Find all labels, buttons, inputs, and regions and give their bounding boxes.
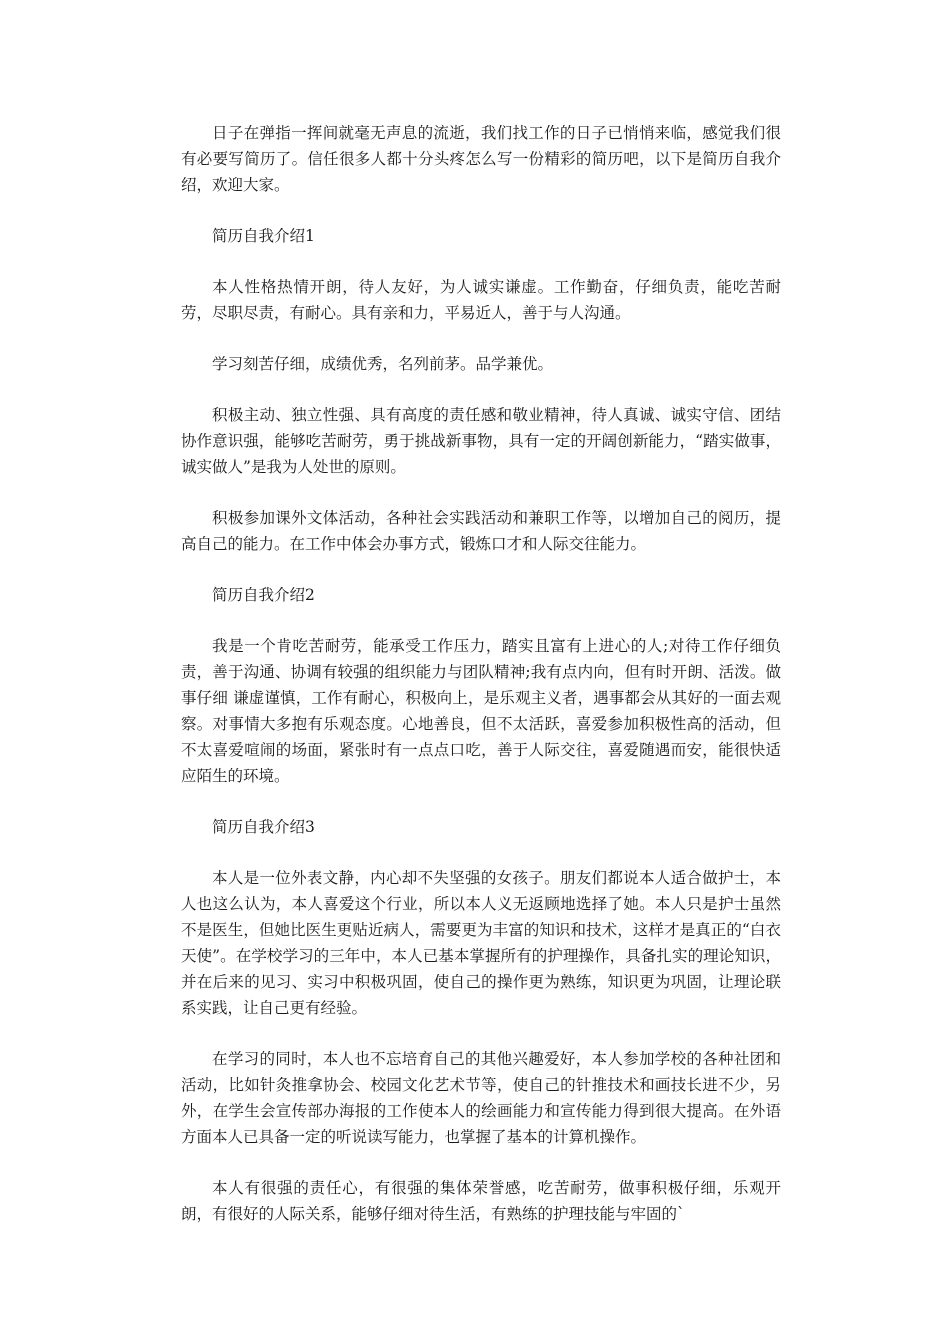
section-2-paragraph-1: 我是一个肯吃苦耐劳，能承受工作压力，踏实且富有上进心的人;对待工作仔细负责，善于沟通、协调有较强的组织能力与团队精神;我有点内向，但有时开朗、活泼。做事仔细 谦虚谨慎，工作有耐心，积极向上，是乐观主义者，遇事都会从其好的一面去观察。对事情大多抱有乐观态度。心地善良，但不太活跃，喜爱参加积极性高的活动，但不太喜爱喧闹的场面，紧张时有一点点口吃，善于人际交往，喜爱随遇而安，能很快适应陌生的环境。 [181,637,781,785]
section-1-heading: 简历自我介绍1 [212,227,315,245]
section-1-paragraph-1: 本人性格热情开朗，待人友好，为人诚实谦虚。工作勤奋，仔细负责，能吃苦耐劳，尽职尽责，有耐心。具有亲和力，平易近人，善于与人沟通。 [181,278,781,322]
section-1-paragraph-2: 学习刻苦仔细，成绩优秀，名列前茅。品学兼优。 [212,355,554,373]
section-2-heading: 简历自我介绍2 [212,586,315,604]
section-3-paragraph-3: 本人有很强的责任心，有很强的集体荣誉感，吃苦耐劳，做事积极仔细，乐观开朗，有很好的人际关系，能够仔细对待生活，有熟练的护理技能与牢固的` [181,1179,781,1223]
section-1-paragraph-4: 积极参加课外文体活动，各种社会实践活动和兼职工作等，以增加自己的阅历，提高自己的能力。在工作中体会办事方式，锻炼口才和人际交往能力。 [181,509,781,553]
intro-paragraph: 日子在弹指一挥间就毫无声息的流逝，我们找工作的日子已悄悄来临，感觉我们很有必要写简历了。信任很多人都十分头疼怎么写一份精彩的简历吧，以下是简历自我介绍，欢迎大家。 [181,124,781,194]
section-3-paragraph-2: 在学习的同时，本人也不忘培育自己的其他兴趣爱好，本人参加学校的各种社团和活动，比如针灸推拿协会、校园文化艺术节等，使自己的针推技术和画技长进不少，另外，在学生会宣传部办海报的工作使本人的绘画能力和宣传能力得到很大提高。在外语方面本人已具备一定的听说读写能力，也掌握了基本的计算机操作。 [181,1050,781,1146]
section-1-paragraph-3: 积极主动、独立性强、具有高度的责任感和敬业精神，待人真诚、诚实守信、团结协作意识强，能够吃苦耐劳，勇于挑战新事物，具有一定的开阔创新能力，“踏实做事，诚实做人”是我为人处世的原则。 [181,406,781,476]
section-3-paragraph-1: 本人是一位外表文静，内心却不失坚强的女孩子。朋友们都说本人适合做护士，本人也这么认为，本人喜爱这个行业，所以本人义无返顾地选择了她。本人只是护士虽然不是医生，但她比医生更贴近病人，需要更为丰富的知识和技术，这样才是真正的“白衣天使”。在学校学习的三年中，本人已基本掌握所有的护理操作，具备扎实的理论知识，并在后来的见习、实习中积极巩固，使自己的操作更为熟练，知识更为巩固，让理论联系实践，让自己更有经验。 [181,869,781,1017]
section-3-heading: 简历自我介绍3 [212,818,315,836]
document-body [181,120,781,1252]
